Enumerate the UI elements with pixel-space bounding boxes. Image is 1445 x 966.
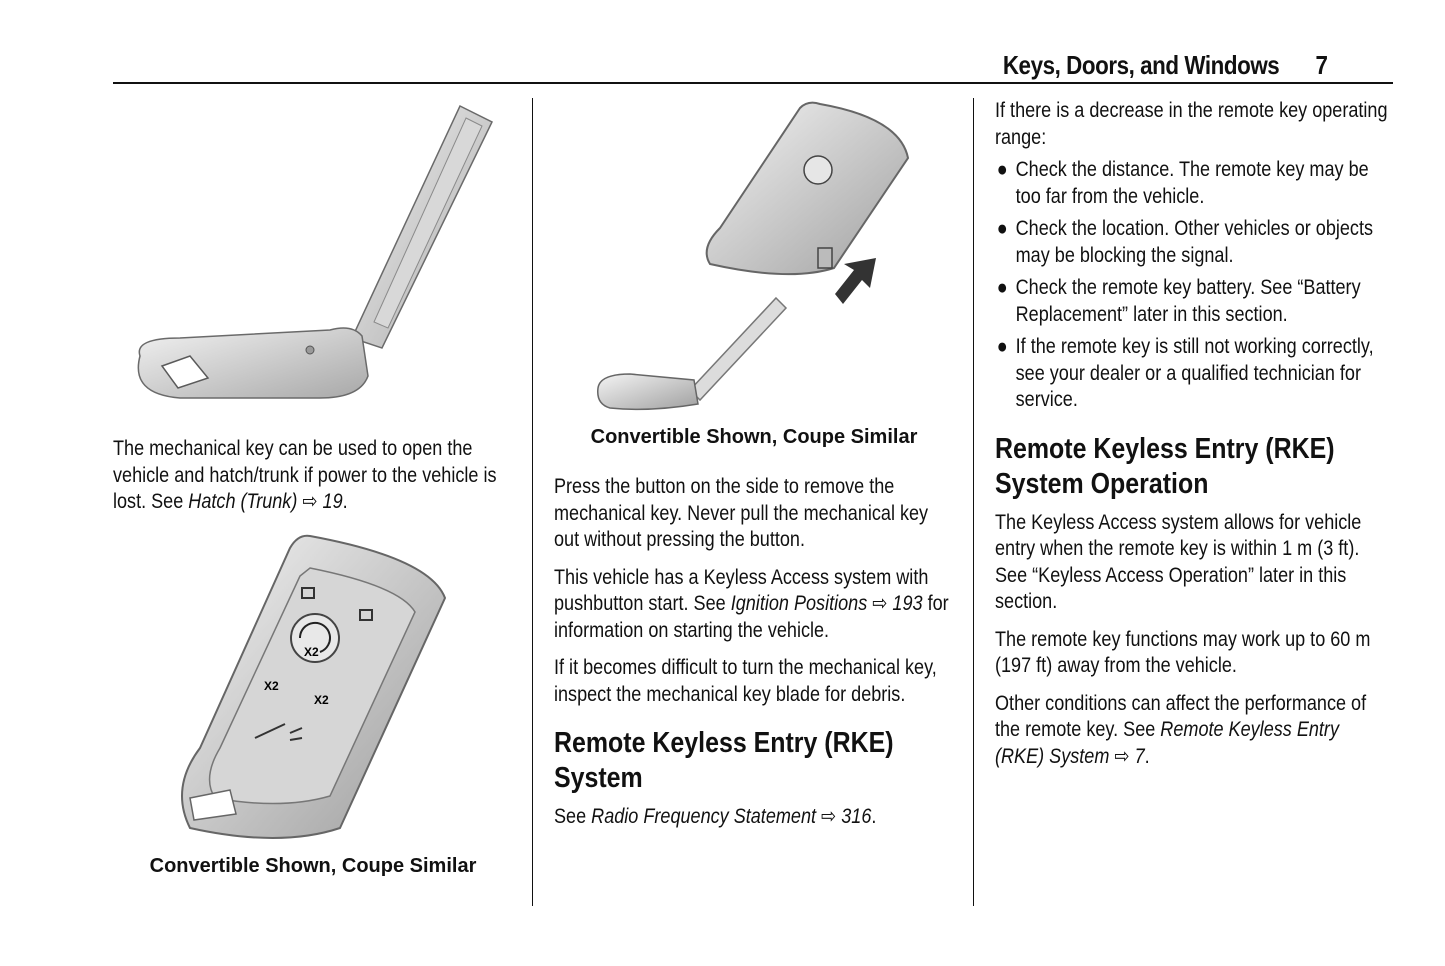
- fob-x2-right-label: X2: [314, 693, 329, 707]
- range-intro-paragraph: If there is a decrease in the remote key operating range:: [995, 99, 1388, 149]
- column-divider-2: [973, 98, 974, 906]
- list-item: ● Check the remote key battery. See “Battery Replacement” later in this section.: [996, 276, 1361, 326]
- column-divider-1: [532, 98, 533, 906]
- figure-caption-1: Convertible Shown, Coupe Similar: [149, 855, 477, 877]
- page-ref-arrow-icon: ⇨: [1114, 744, 1130, 768]
- column-3-text: [995, 98, 1390, 781]
- page-ref-316[interactable]: 316: [841, 805, 872, 828]
- key-removal-illustration: [590, 98, 920, 418]
- section-title: Keys, Doors, and Windows: [1002, 50, 1279, 80]
- bullet-icon: ●: [996, 276, 1008, 299]
- page-ref-arrow-icon: ⇨: [302, 490, 318, 513]
- keyless-access-range-paragraph: The Keyless Access system allows for vehicle entry when the remote key is within 1 m (3 ft). See “Keyless Access Operation” later in this section.: [995, 510, 1362, 613]
- fob-x2-left-label: X2: [264, 679, 279, 693]
- remote-key-fob-illustration: [170, 528, 470, 848]
- rke-operation-heading: Remote Keyless Entry (RKE) System Operation: [995, 432, 1335, 500]
- page-ref-arrow-icon: ⇨: [821, 805, 837, 828]
- fob-x2-start-label: X2: [304, 645, 319, 659]
- list-item: ● If the remote key is still not working correctly, see your dealer or a qualified technician for service.: [996, 335, 1374, 411]
- header-rule: [113, 82, 1393, 84]
- keyless-access-paragraph: This vehicle has a Keyless Access system with pushbutton start. See Ignition Positions ⇨ 193 for information on starting the vehicle.: [554, 565, 949, 642]
- radio-frequency-link[interactable]: Radio Frequency Statement: [591, 805, 817, 828]
- rke-system-heading: Remote Keyless Entry (RKE) System: [554, 727, 894, 794]
- bullet-icon: ●: [996, 335, 1008, 358]
- mechanical-key-paragraph: The mechanical key can be used to open the vehicle and hatch/trunk if power to the vehicle is lost. See Hatch (Trunk) ⇨ 19.: [113, 437, 497, 513]
- rke-system-link[interactable]: Remote Keyless Entry (RKE) System: [995, 718, 1339, 768]
- page-number: 7: [1314, 50, 1327, 80]
- page-ref-193[interactable]: 193: [892, 592, 923, 615]
- list-item: ● Check the distance. The remote key may be too far from the vehicle.: [996, 158, 1369, 208]
- page-ref-19[interactable]: 19: [322, 490, 343, 513]
- remote-range-paragraph: The remote key functions may work up to 60 m (197 ft) away from the vehicle.: [995, 627, 1371, 677]
- column-2-text: [554, 474, 954, 842]
- range-checklist: [995, 157, 1389, 414]
- ignition-positions-link[interactable]: Ignition Positions: [730, 592, 868, 615]
- other-conditions-paragraph: Other conditions can affect the performance of the remote key. See Remote Keyless Entry (RKE) System ⇨ 7.: [995, 691, 1367, 768]
- bullet-icon: ●: [996, 217, 1008, 240]
- figure-caption-2: Convertible Shown, Coupe Similar: [590, 426, 918, 448]
- running-head: [1002, 50, 1327, 81]
- bullet-icon: ●: [996, 158, 1008, 181]
- radio-frequency-paragraph: See Radio Frequency Statement ⇨ 316.: [554, 805, 877, 828]
- column-1-text: [113, 436, 513, 527]
- mechanical-key-illustration: [120, 98, 520, 418]
- hatch-trunk-link[interactable]: Hatch (Trunk): [188, 490, 298, 513]
- page-ref-7[interactable]: 7: [1134, 744, 1145, 768]
- button-removal-paragraph: Press the button on the side to remove the mechanical key. Never pull the mechanical key out without pressing the button.: [554, 475, 929, 551]
- blade-debris-paragraph: If it becomes difficult to turn the mechanical key, inspect the mechanical key blade for debris.: [554, 656, 937, 706]
- page-ref-arrow-icon: ⇨: [872, 592, 888, 615]
- list-item: ● Check the location. Other vehicles or objects may be blocking the signal.: [996, 217, 1374, 267]
